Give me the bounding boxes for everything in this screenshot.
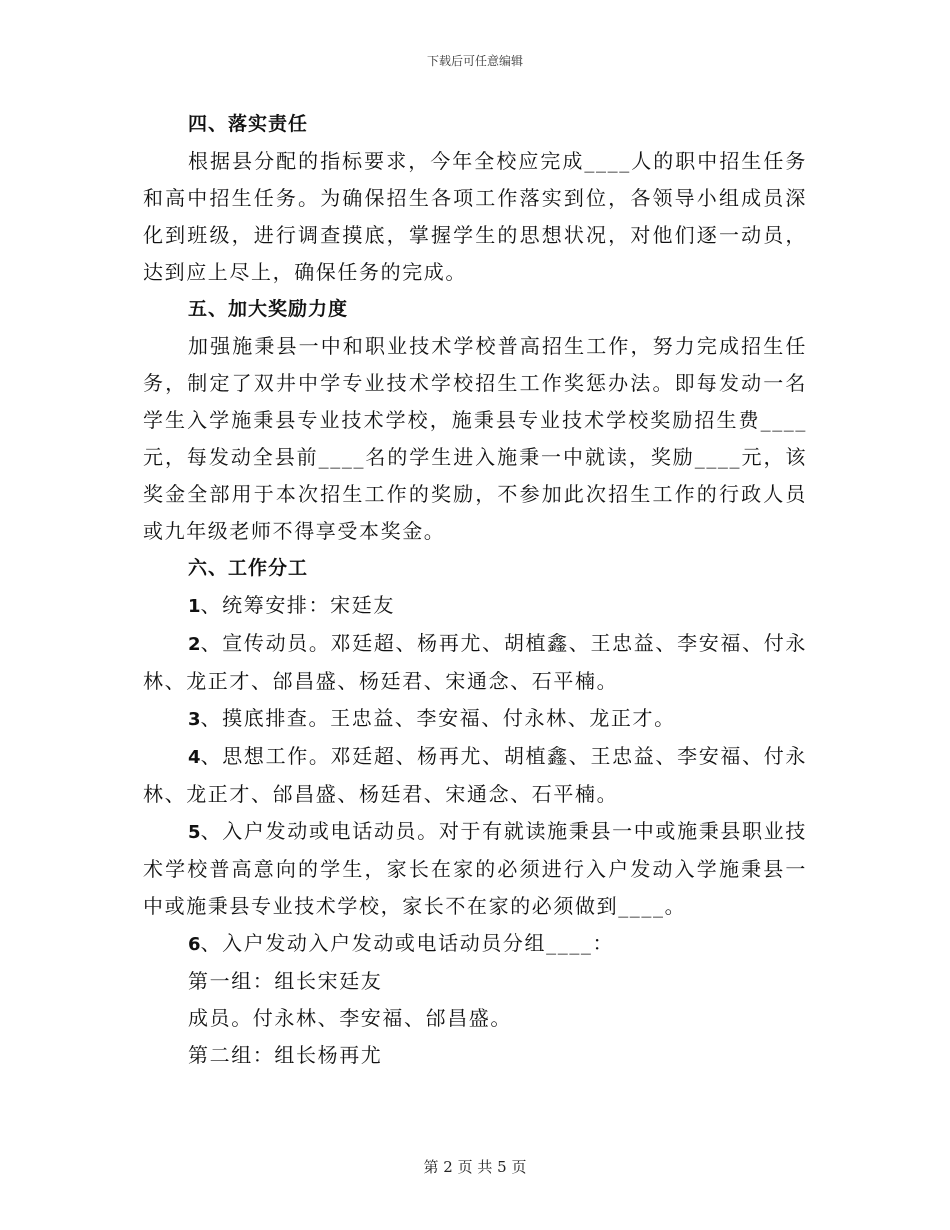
page-header: 下载后可任意编辑 — [426, 54, 523, 68]
section-heading-4: 四、落实责任 — [188, 113, 309, 135]
group-line: 成员。付永林、李安福、邰昌盛。 — [188, 1006, 512, 1030]
item-text: 、入户发动或电话动员。对于有就读施秉县一中或施秉县职业技术学校普高意向的学生，家长在家的必须进行入户发动入学施秉县一中或施秉县专业技术学校，家长不在家的必须做到____。 — [143, 819, 807, 918]
section-paragraph-5: 加强施秉县一中和职业技术学校普高招生工作，努力完成招生任务，制定了双井中学专业技术学校招生工作奖惩办法。即每发动一名学生入学施秉县专业技术学校，施秉县专业技术学校奖励招生费____元，每发动全县前____名的学生进入施秉一中就读，奖励____元，该奖金全部用于本次招生工作的奖励，不参加此次招生工作的行政人员或九年级老师不得享受本奖金。 — [143, 334, 807, 543]
document-body — [143, 106, 807, 1074]
section-heading-6: 六、工作分工 — [188, 557, 309, 579]
page-footer: 第 2 页 共 5 页 — [423, 1158, 527, 1176]
item-number: 5 — [188, 822, 201, 843]
item-text: 、入户发动入户发动或电话动员分组____： — [200, 931, 615, 955]
item-number: 4 — [188, 747, 201, 768]
list-item — [143, 738, 807, 813]
item-number: 1 — [188, 596, 201, 617]
item-number: 6 — [188, 934, 201, 955]
group-line: 第一组：组长宋廷友 — [188, 969, 383, 993]
list-item — [143, 813, 807, 925]
list-item — [143, 625, 807, 700]
section-paragraph-4: 根据县分配的指标要求，今年全校应完成____人的职中招生任务和高中招生任务。为确保招生各项工作落实到位，各领导小组成员深化到班级，进行调查摸底，掌握学生的思想状况，对他们逐一动员，达到应上尽上，确保任务的完成。 — [143, 149, 807, 284]
list-item — [143, 700, 807, 738]
item-text: 、思想工作。邓廷超、杨再尤、胡植鑫、王忠益、李安福、付永林、龙正才、邰昌盛、杨廷君、宋通念、石平楠。 — [143, 744, 807, 806]
item-text: 、统筹安排：宋廷友 — [200, 593, 395, 617]
group-line: 第二组：组长杨再尤 — [188, 1043, 383, 1067]
list-item — [143, 925, 807, 963]
item-number: 3 — [188, 709, 201, 730]
item-number: 2 — [188, 634, 201, 655]
item-text: 、宣传动员。邓廷超、杨再尤、胡植鑫、王忠益、李安福、付永林、龙正才、邰昌盛、杨廷君、宋通念、石平楠。 — [143, 631, 807, 693]
section-heading-5: 五、加大奖励力度 — [188, 298, 349, 320]
item-text: 、摸底排查。王忠益、李安福、付永林、龙正才。 — [200, 706, 676, 730]
list-item — [143, 587, 807, 625]
